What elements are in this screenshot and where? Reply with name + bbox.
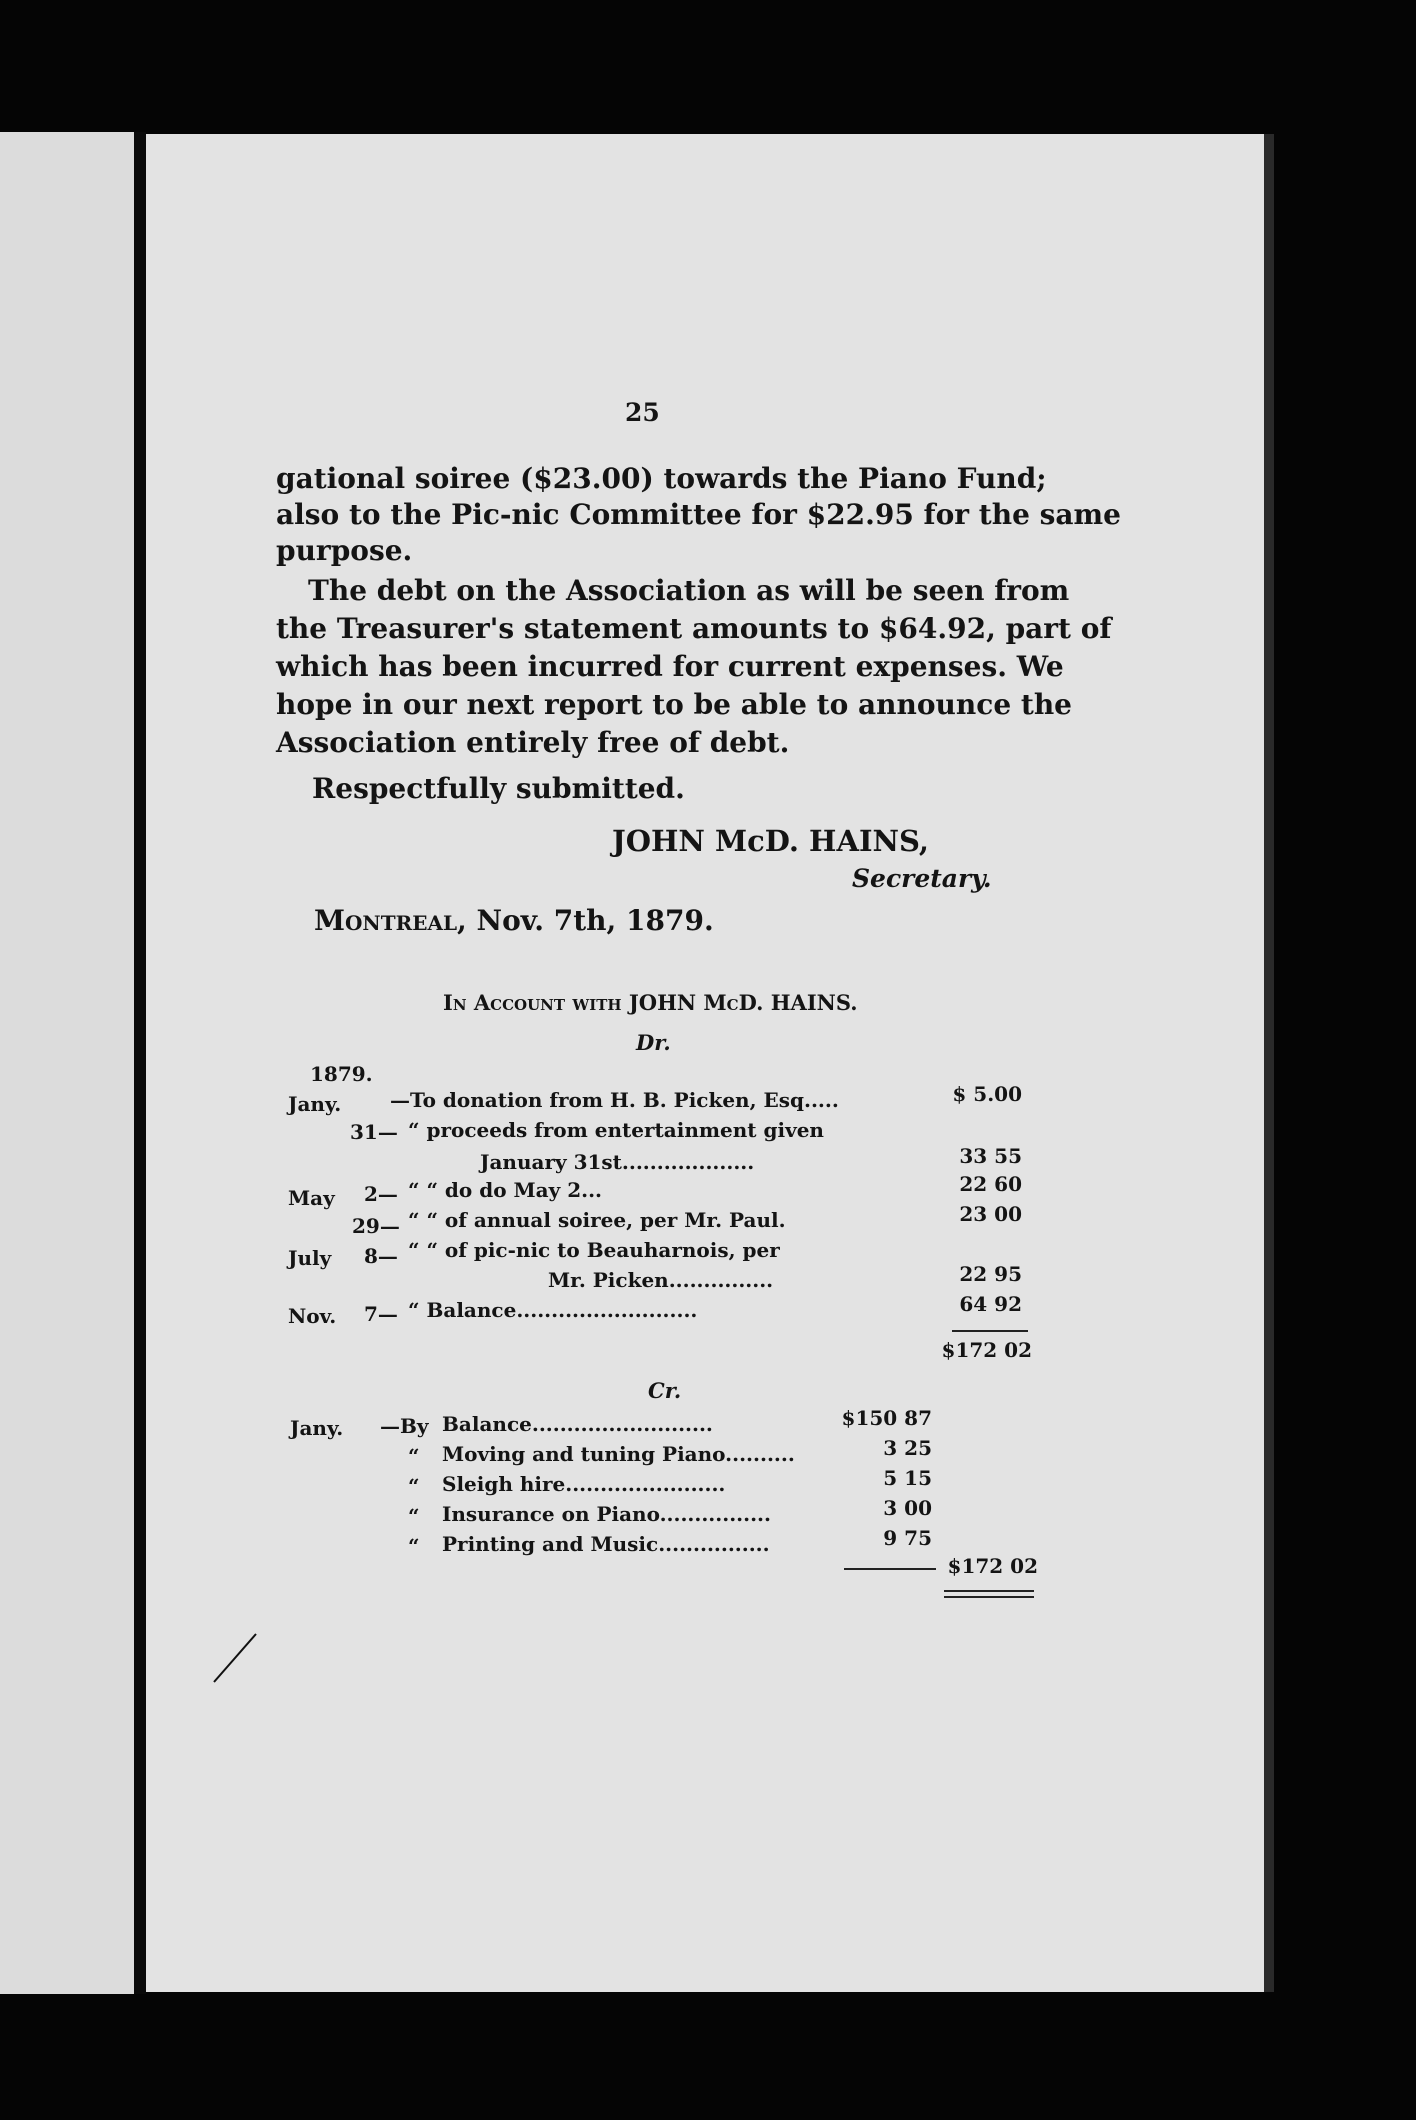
body-line-6: which has been incurred for current expenses. We xyxy=(276,650,1064,683)
debit-row-amount: 22 95 xyxy=(959,1262,1022,1286)
place-date xyxy=(314,904,714,937)
debit-row-text: January 31st................... xyxy=(480,1150,755,1174)
debit-row-month: May xyxy=(288,1186,335,1210)
debit-label: Dr. xyxy=(636,1030,671,1055)
credit-row-text: Sleigh hire....................... xyxy=(442,1472,726,1496)
body-line-7: hope in our next report to be able to announce the xyxy=(276,688,1072,721)
page-gutter xyxy=(134,132,146,1994)
credit-row-amount: 3 25 xyxy=(883,1436,932,1460)
place-city: Montreal, xyxy=(314,904,467,937)
debit-row-month: Jany. xyxy=(288,1092,342,1116)
credit-row-text: Moving and tuning Piano.......... xyxy=(442,1442,795,1466)
account-heading: In Account with JOHN McD. HAINS. xyxy=(443,990,858,1015)
debit-row-amount: 33 55 xyxy=(959,1144,1022,1168)
body-line-4: The debt on the Association as will be seen from xyxy=(308,574,1070,607)
debit-row-text: “ “ of pic-nic to Beauharnois, per xyxy=(408,1238,780,1262)
debit-row-text: Mr. Picken............... xyxy=(548,1268,774,1292)
debit-total: $172 02 xyxy=(941,1338,1032,1362)
debit-row-month: July xyxy=(288,1246,332,1270)
debit-row-day: 29— xyxy=(352,1214,400,1238)
credit-row-prefix: “ xyxy=(408,1504,420,1528)
credit-row-amount: 3 00 xyxy=(883,1496,932,1520)
debit-row-day: 31— xyxy=(350,1120,398,1144)
debit-row-amount: 64 92 xyxy=(959,1292,1022,1316)
debit-row-amount: 22 60 xyxy=(959,1172,1022,1196)
body-line-9: Respectfully submitted. xyxy=(312,772,685,805)
body-line-5: the Treasurer's statement amounts to $64.92, part of xyxy=(276,612,1112,645)
credit-row-amount: $150 87 xyxy=(841,1406,932,1430)
debit-row-text: —To donation from H. B. Picken, Esq..... xyxy=(390,1088,839,1112)
credit-row-prefix: “ xyxy=(408,1444,420,1468)
page-number: 25 xyxy=(625,398,660,427)
place-date-text: Nov. 7th, 1879. xyxy=(476,904,714,937)
credit-row-prefix: “ xyxy=(408,1474,420,1498)
debit-row-month: Nov. xyxy=(288,1304,337,1328)
debit-row-day: 8— xyxy=(364,1244,398,1268)
account-year: 1879. xyxy=(310,1062,373,1086)
debit-total-rule xyxy=(952,1330,1028,1332)
signature-name: JOHN McD. HAINS, xyxy=(612,824,930,858)
credit-row-amount: 9 75 xyxy=(883,1526,932,1550)
credit-row-month: Jany. xyxy=(290,1416,344,1440)
debit-row-amount: $ 5.00 xyxy=(952,1082,1022,1106)
credit-total: $172 02 xyxy=(947,1554,1038,1578)
body-line-2: also to the Pic-nic Committee for $22.95 for the same xyxy=(276,498,1121,531)
page-right-edge xyxy=(1264,134,1274,1992)
signature-title: Secretary. xyxy=(852,864,992,893)
credit-row-text: Insurance on Piano................ xyxy=(442,1502,771,1526)
body-line-1: gational soiree ($23.00) towards the Piano Fund; xyxy=(276,462,1047,495)
debit-row-text: “ Balance.......................... xyxy=(408,1298,698,1322)
credit-row-text: Balance.......................... xyxy=(442,1412,713,1436)
debit-row-day: 7— xyxy=(364,1302,398,1326)
credit-total-rule-1 xyxy=(944,1590,1034,1592)
body-line-8: Association entirely free of debt. xyxy=(276,726,790,759)
debit-row-amount: 23 00 xyxy=(959,1202,1022,1226)
credit-row-amount: 5 15 xyxy=(883,1466,932,1490)
credit-row-text: Printing and Music................ xyxy=(442,1532,770,1556)
debit-row-day: 2— xyxy=(364,1182,398,1206)
credit-total-rule-2 xyxy=(944,1596,1034,1598)
pencil-mark-icon xyxy=(210,1630,260,1686)
credit-row-prefix: “ xyxy=(408,1534,420,1558)
credit-row-prefix: —By xyxy=(380,1414,429,1438)
body-line-3: purpose. xyxy=(276,534,413,567)
debit-row-text: “ “ of annual soiree, per Mr. Paul. xyxy=(408,1208,786,1232)
credit-subtotal-rule xyxy=(844,1568,936,1570)
credit-label: Cr. xyxy=(648,1378,682,1403)
debit-row-text: “ “ do do May 2... xyxy=(408,1178,602,1202)
facing-page-edge xyxy=(0,132,134,1994)
debit-row-text: “ proceeds from entertainment given xyxy=(408,1118,824,1142)
